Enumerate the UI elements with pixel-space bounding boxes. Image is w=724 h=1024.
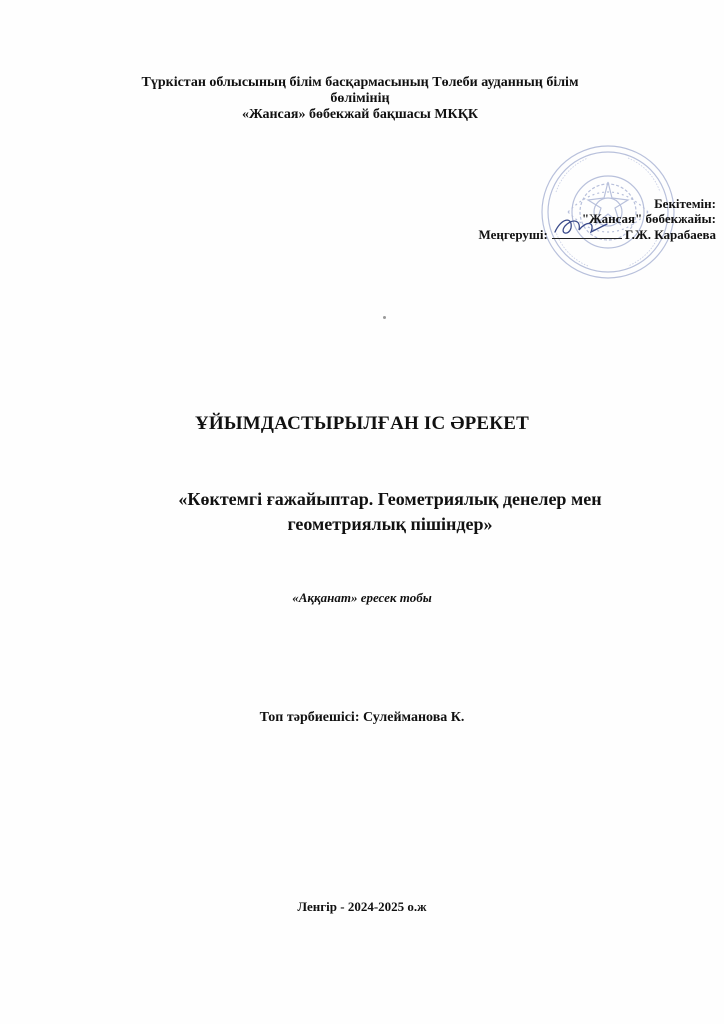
- place-and-year: Ленгір - 2024-2025 о.ж: [297, 899, 427, 914]
- approval-organization: "Жансая" бөбекжайы:: [581, 211, 716, 226]
- scan-speck: [383, 316, 386, 319]
- header-line-1: Түркістан облысының білім басқармасының Төлеби ауданның білім: [141, 75, 579, 90]
- approval-title: Бекітемін:: [654, 196, 716, 211]
- teacher-name: Топ тәрбиешісі: Сулейманова К.: [259, 710, 465, 725]
- topic-line-2: геометриялық пішіндер»: [287, 514, 493, 534]
- header-line-3: «Жансая» бөбекжай бақшасы МКҚК: [241, 107, 479, 122]
- header-line-2: бөлімінің: [330, 91, 390, 106]
- document-type-title: ҰЙЫМДАСТЫРЫЛҒАН ІС ӘРЕКЕТ: [194, 413, 530, 434]
- organization-header: [120, 75, 600, 123]
- approval-role: Меңгеруші:: [478, 227, 548, 242]
- group-name: «Аққанат» ересек тобы: [292, 590, 432, 605]
- lesson-topic: [130, 487, 650, 537]
- handwritten-signature-icon: [547, 210, 627, 240]
- topic-line-1: «Көктемгі ғажайыптар. Геометриялық денелер мен: [178, 489, 602, 509]
- approval-name: Г.Ж. Карабаева: [624, 227, 716, 242]
